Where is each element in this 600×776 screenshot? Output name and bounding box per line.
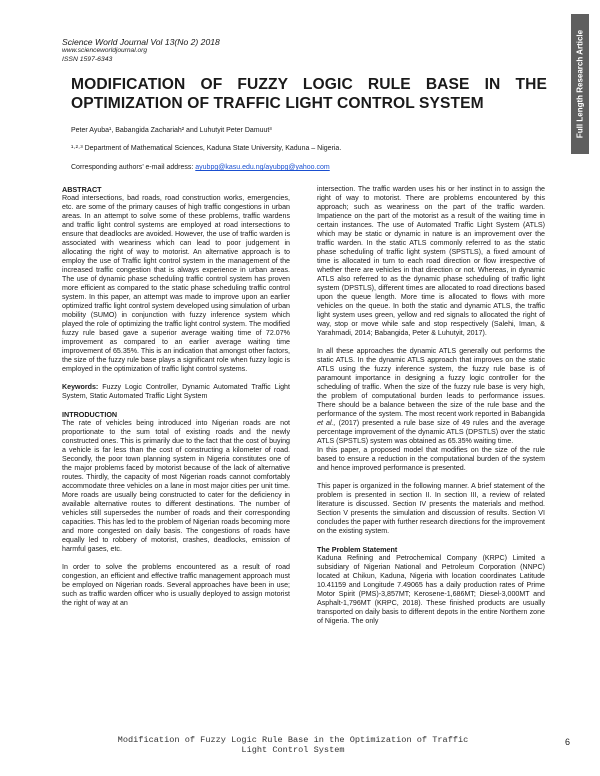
correspondence bbox=[71, 164, 330, 171]
body-paragraph-4: This paper is organized in the following manner. A brief statement of the problem is presented in section II. In section III, a review of related literature is discussed. Section IV presents the materials and method. Section V presents the simulation and discussion of results. Section VI concludes the paper with further research directions for the improvement on the existing system. bbox=[317, 482, 545, 535]
introduction-heading: INTRODUCTION bbox=[62, 410, 118, 419]
body-paragraph-2-start: In all these approaches the dynamic ATLS generally out performs the static ATLS. In the dynamic ATLS approach that improves on the static ATLS using the fuzzy inference system, the fuzzy rule base is of paramount importance in designing a fuzzy logic controller for the scheduling of traffic. When the size of the fuzzy rule base is very high, the problem of computational burden leads to performance issues. There should be a balance between the size of the rule base and the performance of the system. The most recent work reported in Babangida bbox=[317, 347, 545, 418]
abstract-heading: ABSTRACT bbox=[62, 185, 102, 194]
authors: Peter Ayuba¹, Babangida Zachariah² and Luhutyit Peter Damuut³ bbox=[71, 127, 272, 134]
problem-statement-heading: The Problem Statement bbox=[317, 545, 398, 554]
journal-website[interactable]: www.scienceworldjournal.org bbox=[62, 47, 148, 54]
keywords-text: Fuzzy Logic Controller, Dynamic Automated Traffic Light System, Static Automated Traffic Light System bbox=[62, 383, 290, 400]
page-number: 6 bbox=[565, 737, 571, 747]
journal-header bbox=[62, 37, 362, 64]
article-type-label: Full Length Research Article bbox=[575, 29, 585, 139]
body-paragraph-3: In this paper, a proposed model that modifies on the size of the rule based to ensure a reduction in the computational burden of the system and hence improved performance is presented. bbox=[317, 446, 545, 472]
body-paragraph-5: Kaduna Refining and Petrochemical Company (KRPC) Limited a subsidiary of Nigerian National and Petroleum Corporation (NNPC) located at Chikun, Kaduna, Nigeria with location coordinates Latitude 10.41159 and Longitude 7.49065 has a daily production rates of Prime Motor Spirit (PMS)-3,857MT; Kerosene-1,686MT; Diesel-3,000MT and Asphalt-1,796MT (KRPC, 2018). These finished products are usually transported on daily basis to different depots in the entire Northern zone of Nigeria. The only bbox=[317, 554, 545, 625]
body-paragraph-2-end: (2017) presented a rule base size of 49 rules and the average percentage improvement of the dynamic ATLS (DPSTLS) over the static ATLS (SPSTLS) system was obtained as 65.35% waiting time. bbox=[317, 419, 545, 445]
affiliation: ¹·²·³ Department of Mathematical Sciences, Kaduna State University, Kaduna – Nigeria. bbox=[71, 145, 342, 152]
email-link[interactable]: ayubpg@kasu.edu.ng/ayubpg@yahoo.com bbox=[195, 164, 330, 171]
article-type-tab bbox=[571, 14, 589, 154]
journal-issn: ISSN 1597-6343 bbox=[62, 56, 113, 63]
left-column bbox=[62, 185, 290, 608]
paper-title: MODIFICATION OF FUZZY LOGIC RULE BASE IN THE OPTIMIZATION OF TRAFFIC LIGHT CONTROL SYSTEM bbox=[71, 76, 547, 112]
body-paragraph-1: intersection. The traffic warden uses his or her instinct in to assign the right of way to motorist. There are problems encountered by this approach; such as weariness on the part of the traffic warden. Impatience on the part of the motorist as a result of the waiting time in certain instances. The use of Automated Traffic Light System (ATLS) which may be static or dynamic in nature is an improvement over the traffic warden. In the static ATLS commonly referred to as the static phase scheduling of traffic light system (SPSTLS), a fixed amount of time is allocated in turn to each road direction or flow irrespective of whether there are vehicles in that direction or not. Whereas, in dynamic ATLS also referred to as the dynamic phase scheduling of traffic light system (DPSTLS), different times are allocated to road directions based upon the queue length. More time is allocated to flows with more vehicles on the queue. In both the static and dynamic ATLS, the traffic light system uses green, yellow and red signals to allocated the right of way, stop or move while safe and stop respectively (Salehi, Iman, & Yarahmadi, 2014; Babangida, Peter & Luhutyit, 2017). bbox=[317, 185, 545, 337]
citation-et-al: et al., bbox=[317, 419, 336, 427]
introduction-paragraph-2: In order to solve the problems encountered as a result of road congestion, an efficient and effective traffic management approach must be employed on Nigerian roads. Several approaches have been in use; such as traffic warden officer who is usually deployed to assign motorist the right of way at an bbox=[62, 563, 290, 607]
body-paragraph-2 bbox=[317, 347, 545, 446]
keywords-label: Keywords: bbox=[62, 383, 99, 391]
introduction-paragraph-1: The rate of vehicles being introduced into Nigerian roads are not proportionate to the sum total of existing roads and the newly constructed ones. This is primarily due to the fact that the cost of buying a vehicle is far less than the cost of constructing a kilometer of road. Secondly, the poor town planning system in Nigeria constitutes one of the major problems faced by motorist because of the lack of alternative routes. Thirdly, the capacity of most Nigerian roads cannot comfortably accommodate three vehicles on a lane in most major cities per unit time. More roads are usually being constructed to cater for the deficiency in available alternative routes to different destinations. The number of vehicles still supersedes the number of roads and their corresponding capacities. This has led to the problem of Nigerian roads becoming more and more congested on daily basis. The congestions of roads have equally led to robbery of motorist, crashes, deadlocks, emission of harmful gases, etc. bbox=[62, 419, 290, 553]
journal-title: Science World Journal Vol 13(No 2) 2018 bbox=[62, 37, 220, 47]
correspondence-label: Corresponding authors’ e-mail address: bbox=[71, 164, 194, 171]
running-title-footer: Modification of Fuzzy Logic Rule Base in the Optimization of Traffic Light Control System bbox=[117, 735, 469, 755]
abstract-text: Road intersections, bad roads, road construction works, emergencies, etc. are some of the primary causes of high traffic congestions in urban areas. In an attempt to solve some of these problems, traffic wardens and traffic light control systems are employed at road intersections to ensure that deadlocks are avoided. However, the use of traffic warden is associated with weariness which can lead to poor judgement in allocating the right of way to motorist. An alternative approach is to employ the use of Traffic light control system in the management of the increased traffic congestion that is always experience in urban areas. The use of dynamic phase scheduling traffic control system has proven more efficient as compared to the static phase scheduling traffic control system. In this paper, an attempt was made to improve upon an earlier optimized traffic light control system developed using simulation of urban mobility (SUMO) in conjunction with fuzzy inference system which played the role of optimizing the traffic light control system. The modified fuzzy rule based gave a superior average waiting time of 72.07% improvement as compared to an earlier average waiting time improvement of 65.35%. This is an indication that amongst other factors, the size of the fuzzy rule base plays a significant role when fuzzy logic is employed in the optimization of traffic light control systems. bbox=[62, 194, 290, 373]
keywords bbox=[62, 383, 290, 401]
right-column bbox=[317, 185, 545, 626]
